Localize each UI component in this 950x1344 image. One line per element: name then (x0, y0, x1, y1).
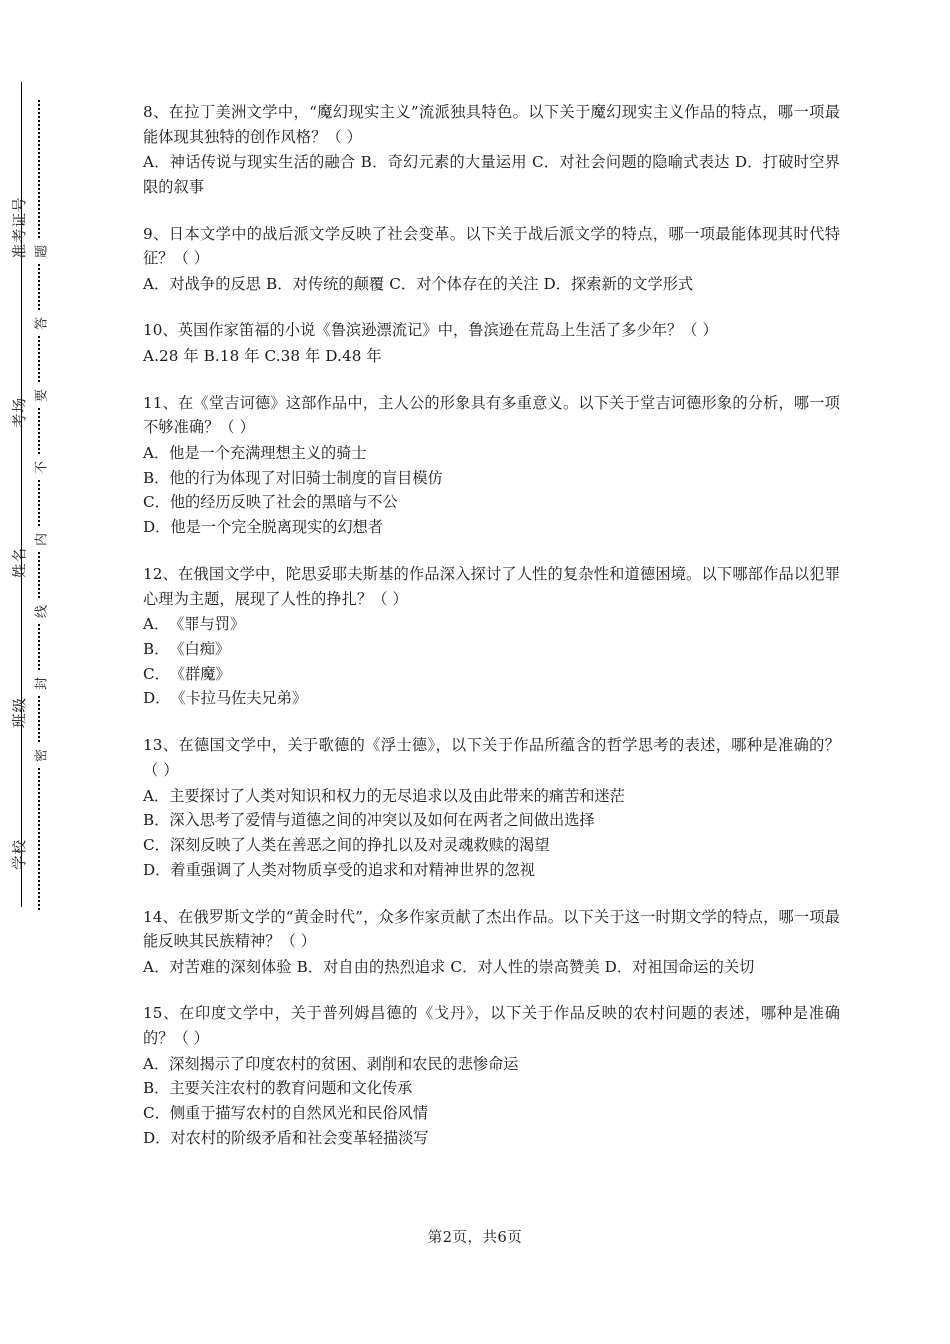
seal-label-class: 班级 (12, 697, 29, 728)
option-item (143, 1076, 840, 1101)
seal-dot-char: 密 (29, 744, 52, 768)
option-item (143, 662, 840, 687)
option-text: 主要关注农村的教育问题和文化传承 (169, 1079, 413, 1098)
seal-dot-char: 答 (29, 312, 52, 336)
question-options-inline: A．对苦难的深刻体验 B．对自由的热烈追求 C．对人性的崇高赞美 D．对祖国命运的关切 (143, 957, 755, 976)
question-stem: 12、在俄国文学中，陀思妥耶夫斯基的作品深入探讨了人性的复杂性和道德困境。以下哪部作品以犯罪心理为主题，展现了人性的挣扎？（ ） (143, 564, 840, 608)
option-text: 着重强调了人类对物质享受的追求和对精神世界的忽视 (170, 860, 535, 879)
question-item (143, 905, 840, 980)
seal-dot-char: 题 (29, 240, 52, 264)
option-item (143, 858, 840, 883)
question-stem: 8、在拉丁美洲文学中，“魔幻现实主义”流派独具特色。以下关于魔幻现实主义作品的特点，哪一项最能体现其独特的创作风格？（ ） (143, 103, 840, 146)
option-key: D． (143, 860, 171, 879)
question-stem: 15、在印度文学中，关于普列姆昌德的《戈丹》，以下关于作品反映的农村问题的表述，哪种是准确的？（ ） (143, 1004, 840, 1048)
option-item (143, 637, 840, 662)
option-key: B． (143, 811, 170, 830)
question-stem: 11、在《堂吉诃德》这部作品中，主人公的形象具有多重意义。以下关于堂吉诃德形象的分析，哪一项不够准确？（ ） (143, 393, 840, 437)
question-stem: 10、英国作家笛福的小说《鲁滨逊漂流记》中，鲁滨逊在荒岛上生活了多少年？（ ） (143, 321, 718, 340)
question-item (143, 391, 840, 540)
option-key: C． (143, 664, 170, 683)
option-item (143, 466, 840, 491)
option-text: 他的经历反映了社会的黑暗与不公 (169, 493, 398, 512)
option-key: A． (143, 1054, 170, 1073)
option-key: A． (143, 615, 170, 634)
question-list (143, 100, 840, 1173)
option-text: 深刻揭示了印度农村的贫困、剥削和农民的悲惨命运 (169, 1054, 519, 1073)
option-text: 他是一个充满理想主义的骑士 (169, 443, 367, 462)
option-item (143, 515, 840, 540)
option-key: D． (143, 518, 171, 537)
option-key: C． (143, 1104, 170, 1123)
question-item (143, 222, 840, 297)
question-options-list (143, 1052, 840, 1151)
question-options-inline: A．神话传说与现实生活的融合 B．奇幻元素的大量运用 C．对社会问题的隐喻式表达 D．打破时空界限的叙事 (143, 153, 840, 196)
option-item (143, 784, 840, 809)
sealing-margin (0, 0, 130, 1344)
option-key: B． (143, 1079, 170, 1098)
option-item (143, 1052, 840, 1077)
question-options-inline: A.28 年 B.18 年 C.38 年 D.48 年 (143, 347, 382, 365)
option-item (143, 1126, 840, 1151)
question-stem: 14、在俄罗斯文学的“黄金时代”，众多作家贡献了杰出作品。以下关于这一时期文学的特点，哪一项最能反映其民族精神？（ ） (143, 907, 840, 951)
seal-dot-char: 线 (29, 600, 52, 624)
option-item (143, 833, 840, 858)
option-text: 深入思考了爱情与道德之间的冲突以及如何在两者之间做出选择 (169, 811, 595, 830)
option-key: B． (143, 639, 170, 658)
seal-label-exam-room: 考场 (12, 397, 29, 428)
question-options-list (143, 612, 840, 711)
option-key: D． (143, 689, 171, 708)
option-item (143, 490, 840, 515)
option-text: 侧重于描写农村的自然风光和民俗风情 (169, 1104, 428, 1123)
question-item (143, 100, 840, 200)
option-text: 主要探讨了人类对知识和权力的无尽追求以及由此带来的痛苦和迷茫 (169, 786, 625, 805)
question-item (143, 562, 840, 711)
option-text: 《罪与罚》 (169, 615, 246, 634)
option-text: 《卡拉马佐夫兄弟》 (170, 689, 308, 708)
option-text: 他是一个完全脱离现实的幻想者 (170, 518, 383, 537)
question-stem: 9、日本文学中的战后派文学反映了社会变革。以下关于战后派文学的特点，哪一项最能体现其时代特征？（ ） (143, 224, 840, 268)
option-text: 《群魔》 (169, 664, 231, 683)
seal-dot-char: 内 (29, 528, 52, 552)
page-footer (0, 1226, 950, 1247)
seal-dotted-phrase (32, 100, 48, 910)
option-item (143, 686, 840, 711)
question-stem: 13、在德国文学中，关于歌德的《浮士德》，以下关于作品所蕴含的哲学思考的表述，哪种是准确的？（ ） (143, 736, 840, 779)
seal-label-name: 姓名 (12, 547, 29, 578)
seal-dot-char: 要 (29, 384, 52, 408)
seal-label-school: 学校 (12, 839, 29, 870)
option-text: 深刻反映了人类在善恶之间的挣扎以及对灵魂救赎的渴望 (169, 836, 550, 855)
option-item (143, 612, 840, 637)
question-options-list (143, 441, 840, 540)
option-key: C． (143, 836, 170, 855)
option-key: A． (143, 786, 170, 805)
seal-dot-char: 封 (29, 672, 52, 696)
option-key: A． (143, 443, 170, 462)
option-text: 对农村的阶级矛盾和社会变革轻描淡写 (170, 1128, 429, 1147)
option-item (143, 1101, 840, 1126)
question-options-list (143, 784, 840, 883)
seal-label-exam-number: 准考证号 (12, 196, 29, 259)
question-item (143, 733, 840, 882)
option-key: B． (143, 468, 170, 487)
option-text: 他的行为体现了对旧骑士制度的盲目模仿 (169, 468, 443, 487)
option-item (143, 441, 840, 466)
seal-dot-char: 不 (29, 456, 52, 480)
question-item (143, 1001, 840, 1150)
option-key: C． (143, 493, 170, 512)
page-number-label: 第2页，共6页 (427, 1230, 523, 1246)
question-item (143, 318, 840, 368)
option-text: 《白痴》 (169, 639, 231, 658)
option-key: D． (143, 1128, 171, 1147)
option-item (143, 808, 840, 833)
question-options-inline: A．对战争的反思 B．对传统的颠覆 C．对个体存在的关注 D．探索新的文学形式 (143, 274, 694, 293)
